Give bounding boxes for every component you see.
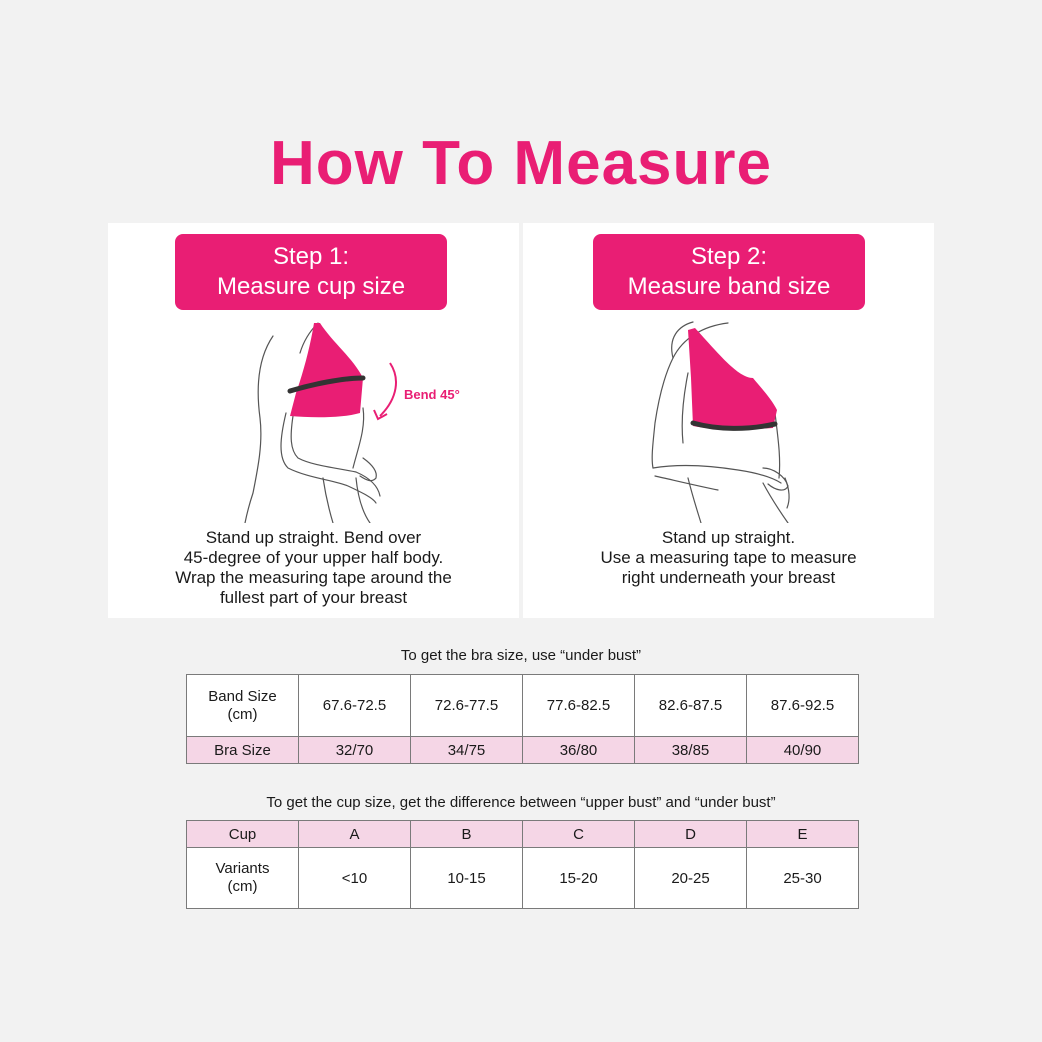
band-value-cell: 67.6-72.5 <box>299 675 411 737</box>
cup-value-cell: D <box>635 821 747 848</box>
variant-label-line: Variants <box>215 860 270 877</box>
bra-value-cell: 40/90 <box>747 737 859 764</box>
step1-desc-line: Stand up straight. Bend over <box>205 528 422 547</box>
band-value-cell: 77.6-82.5 <box>523 675 635 737</box>
band-label-line: Band Size <box>208 687 277 705</box>
cup-value-cell: E <box>747 821 859 848</box>
cup-measure-illustration <box>108 318 519 523</box>
bra-value-cell: 36/80 <box>523 737 635 764</box>
step2-panel <box>523 223 934 618</box>
variant-label-line: (cm) <box>227 878 258 895</box>
step2-subheading: Measure band size <box>627 273 831 300</box>
band-value-cell: 82.6-87.5 <box>635 675 747 737</box>
variant-value-cell: <10 <box>299 848 411 909</box>
band-label-line: (cm) <box>227 705 258 723</box>
step1-desc-line: 45-degree of your upper half body. <box>183 548 444 567</box>
cup-label: Cup <box>187 821 299 848</box>
band-measure-illustration <box>523 318 934 523</box>
variants-label <box>187 848 299 909</box>
step2-desc-line: Stand up straight. <box>661 528 796 547</box>
step1-panel <box>108 223 519 618</box>
cup-size-table <box>186 820 859 909</box>
cup-value-cell: C <box>523 821 635 848</box>
bra-value-cell: 32/70 <box>299 737 411 764</box>
bra-size-label: Bra Size <box>187 737 299 764</box>
page-title: How To Measure <box>269 129 773 198</box>
step1-desc-line: Wrap the measuring tape around the <box>175 568 452 587</box>
step1-subheading: Measure cup size <box>216 273 406 300</box>
cup-value-cell: B <box>411 821 523 848</box>
bra-value-cell: 34/75 <box>411 737 523 764</box>
bra-value-cell: 38/85 <box>635 737 747 764</box>
band-size-label <box>187 675 299 737</box>
step2-description <box>523 528 934 588</box>
variant-value-cell: 10-15 <box>411 848 523 909</box>
step2-heading: Step 2: <box>690 243 768 270</box>
table-row <box>187 821 859 848</box>
step2-badge <box>593 234 865 310</box>
step1-heading: Step 1: <box>272 243 350 270</box>
cup-table-caption: To get the cup size, get the difference between “upper bust” and “under bust” <box>266 794 776 811</box>
step1-description <box>108 528 519 608</box>
bra-table-caption: To get the bra size, use “under bust” <box>400 647 642 664</box>
step1-badge <box>175 234 447 310</box>
cup-value-cell: A <box>299 821 411 848</box>
table-row <box>187 737 859 764</box>
table-row <box>187 848 859 909</box>
step1-desc-line: fullest part of your breast <box>219 588 408 607</box>
step2-desc-line: Use a measuring tape to measure <box>600 548 857 567</box>
bend-annotation: Bend 45° <box>404 387 460 402</box>
variant-value-cell: 15-20 <box>523 848 635 909</box>
bra-size-table <box>186 674 859 764</box>
variant-value-cell: 25-30 <box>747 848 859 909</box>
band-value-cell: 72.6-77.5 <box>411 675 523 737</box>
band-value-cell: 87.6-92.5 <box>747 675 859 737</box>
variant-value-cell: 20-25 <box>635 848 747 909</box>
table-row <box>187 675 859 737</box>
step2-desc-line: right underneath your breast <box>621 568 836 587</box>
